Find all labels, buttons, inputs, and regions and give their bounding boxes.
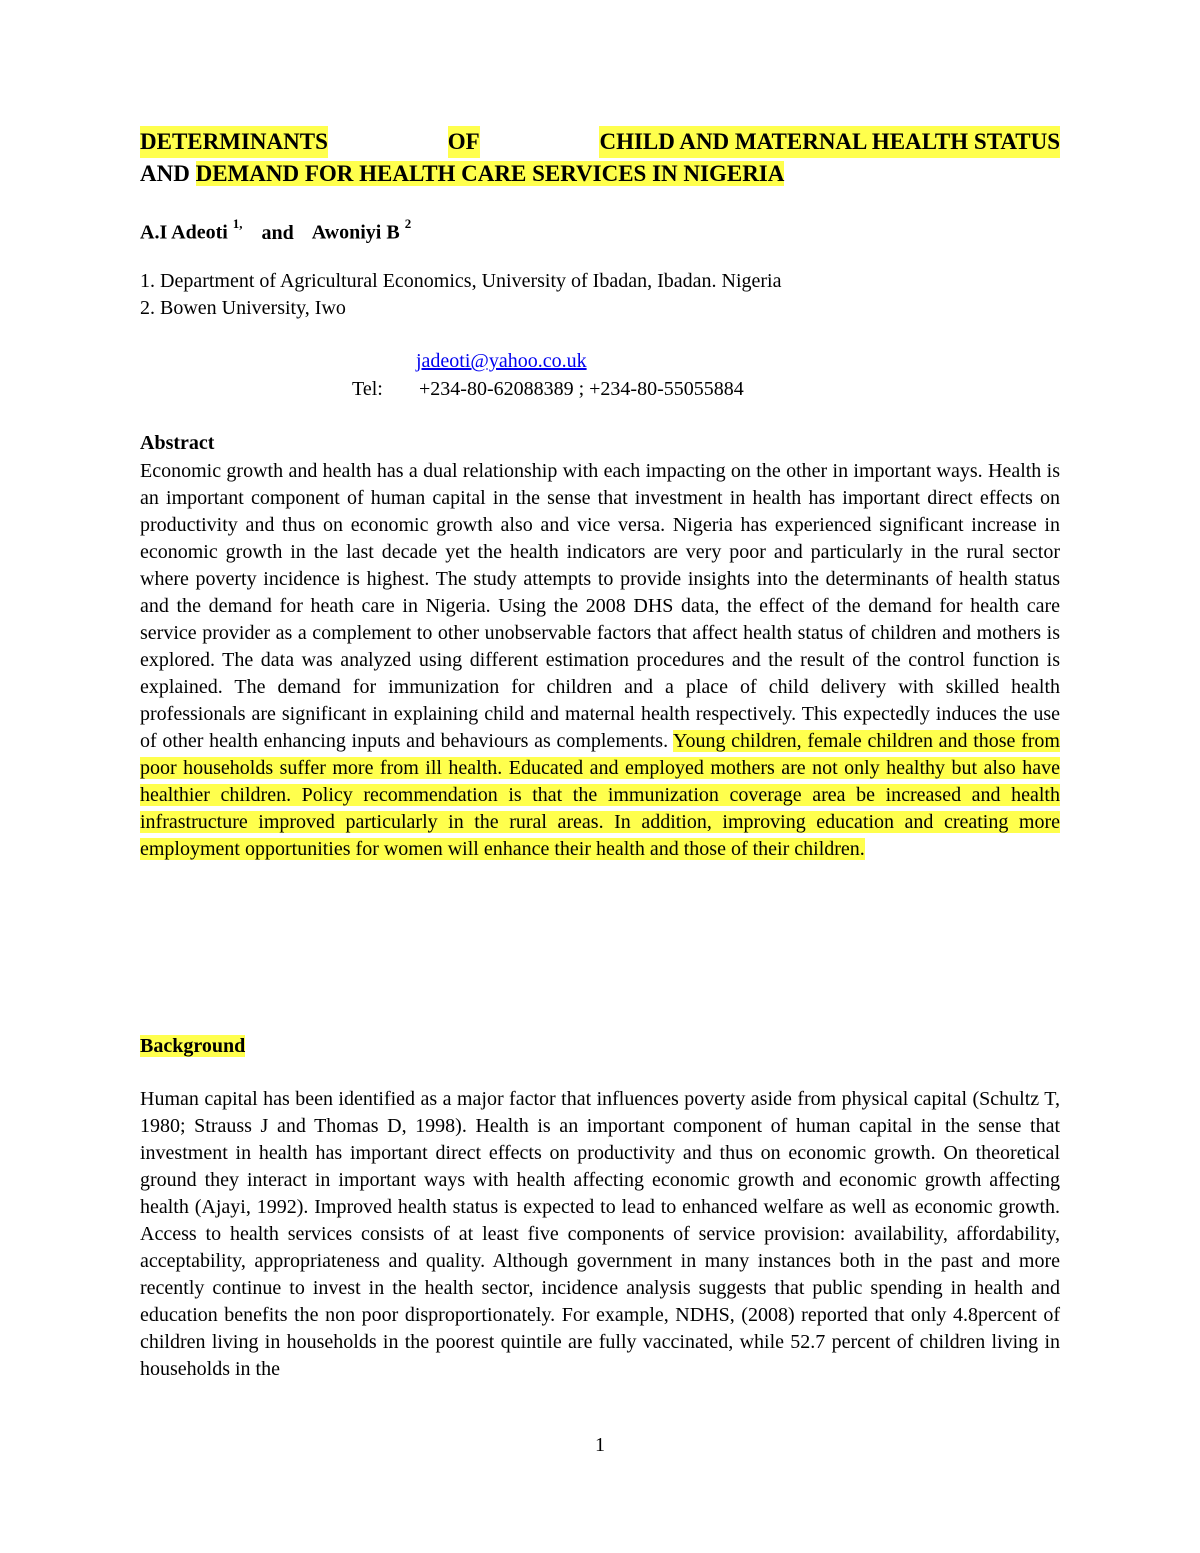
title-line-2 <box>140 158 1060 190</box>
telephone-label: Tel: <box>352 378 383 400</box>
author-2: Awoniyi B <box>311 221 400 244</box>
abstract-body <box>140 458 1060 863</box>
telephone-numbers: +234-80-62088389 ; +234-80-55055884 <box>419 378 744 400</box>
author-1: A.I Adeoti <box>140 221 228 244</box>
title-word-and: AND <box>140 161 190 186</box>
title-word-determinants: DETERMINANTS <box>140 126 328 158</box>
abstract-text: Economic growth and health has a dual relationship with each impacting on the other in important ways. Health is an important component of human capital in the sense that investment in health has important direct effects on productivity and thus on economic growth also and vice versa. Nigeria has experienced significant increase in economic growth in the last decade yet the health indicators are very poor and particularly in the rural sector where poverty incidence is highest. The study attempts to provide insights into the determinants of health status and the demand for heath care in Nigeria. Using the 2008 DHS data, the effect of the demand for health care service provider as a complement to other unobservable factors that affect health status of children and mothers is explored. The data was analyzed using different estimation procedures and the result of the control function is explained. The demand for immunization for children and a place of child delivery with skilled health professionals are significant in explaining child and maternal health respectively. This expectedly induces the use of other health enhancing inputs and behaviours as complements. <box>140 460 1060 752</box>
affiliation-2: 2. Bowen University, Iwo <box>140 297 346 319</box>
paper-title <box>140 126 1060 190</box>
title-phrase-demand: DEMAND FOR HEALTH CARE SERVICES IN NIGERIA <box>195 161 785 186</box>
abstract-highlighted-text: Young children, female children and those from poor households suffer more from ill health. Educated and employed mothers are not only healthy but also have healthier children. Policy recommendation is that the immunization coverage area be increased and health infrastructure improved particularly in the rural areas. In addition, improving education and creating more employment opportunities for women will enhance their health and those of their children. <box>140 730 1060 860</box>
affiliations <box>140 268 781 322</box>
title-phrase-child-maternal: CHILD AND MATERNAL HEALTH STATUS <box>599 126 1060 158</box>
abstract-heading: Abstract <box>140 432 215 454</box>
author-line <box>140 213 411 247</box>
background-body: Human capital has been identified as a major factor that influences poverty aside from physical capital (Schultz T, 1980; Strauss J and Thomas D, 1998). Health is an important component of human capital in the sense that investment in health has important direct effects on productivity and thus on economic growth. On theoretical ground they interact in important ways with health affecting economic growth and economic growth affecting health (Ajayi, 1992). Improved health status is expected to lead to enhanced welfare as well as economic growth. Access to health services consists of at least five components of service provision: availability, affordability, acceptability, appropriateness and quality. Although government in many instances both in the past and more recently continue to invest in the health sector, incidence analysis suggests that public spending in health and education benefits the non poor disproportionately. For example, NDHS, (2008) reported that only 4.8percent of children living in households in the poorest quintile are fully vaccinated, while 52.7 percent of children living in households in the <box>140 1088 1060 1380</box>
background-heading <box>140 1033 245 1060</box>
email-link[interactable]: jadeoti@yahoo.co.uk <box>416 350 587 372</box>
author-1-affiliation-mark: 1, <box>232 216 243 231</box>
title-line-1 <box>140 126 1060 158</box>
telephone-line <box>352 376 744 403</box>
author-2-affiliation-mark: 2 <box>404 216 412 231</box>
title-word-of: OF <box>448 126 480 158</box>
author-conjunction: and <box>261 221 294 244</box>
page-number: 1 <box>595 1434 605 1456</box>
affiliation-1: 1. Department of Agricultural Economics, University of Ibadan, Ibadan. Nigeria <box>140 270 782 292</box>
background-heading-text: Background <box>140 1035 246 1057</box>
